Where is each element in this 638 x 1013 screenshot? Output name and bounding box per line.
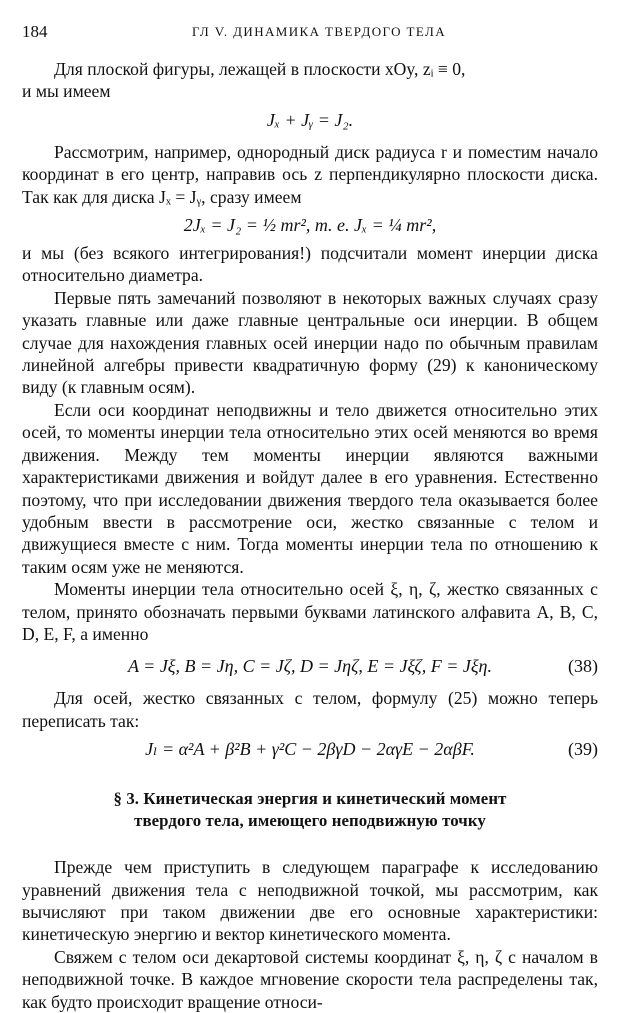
equation-38 xyxy=(22,655,598,677)
equation-disk: 2Jₓ = J₂ = ½ mr², т. е. Jₓ = ¼ mr², xyxy=(183,215,437,236)
page-body xyxy=(22,58,598,1013)
equation-39 xyxy=(22,738,598,760)
paragraph-notation: Моменты инерции тела относительно осей ξ, η, ζ, жестко связанных с телом, принято обозначать первыми буквами латинского алфавита A, B, C, D, E, F, а именно xyxy=(22,579,598,644)
paragraph-plane-figure-line1: Для плоской фигуры, лежащей в плоскости xOy, zᵢ ≡ 0, xyxy=(54,59,466,79)
section-heading-line2: твердого тела, имеющего неподвижную точку xyxy=(134,811,486,831)
section-heading xyxy=(22,788,598,832)
equation-39-body: Jₗ = α²A + β²B + γ²C − 2βγD − 2αγE − 2αβF. xyxy=(145,739,475,760)
equation-38-body: A = Jξ, B = Jη, C = Jζ, D = Jηζ, E = Jξζ, F = Jξη. xyxy=(128,656,492,677)
page-number: 184 xyxy=(22,22,48,41)
paragraph-remarks: Первые пять замечаний позволяют в некоторых важных случаях сразу указать главные или даже главные центральные оси инерции. В общем случае для нахождения главных осей инерции надо по обычным правилам линейной алгебры привести квадратичную форму (29) к каноническому виду (к главным осям). xyxy=(22,287,598,398)
paragraph-intro-section3: Прежде чем приступить в следующем параграфе к исследованию уравнений движения тела с неподвижной точкой, мы рассмотрим, как вычисляют при таком движении две его основные характеристики: кинетическую энергию и вектор кинетического момента. xyxy=(22,857,598,945)
paragraph-plane-figure xyxy=(22,58,598,80)
paragraph-formula-25: Для осей, жестко связанных с телом, формулу (25) можно теперь переписать так: xyxy=(22,688,598,731)
equation-38-number: (38) xyxy=(568,656,598,677)
paragraph-disk-result: и мы (без всякого интегрирования!) подсчитали момент инерции диска относительно диаметра. xyxy=(22,243,598,286)
paragraph-disk: Рассмотрим, например, однородный диск радиуса r и поместим начало координат в его центр, направив ось z перпендикулярно плоскости диска. Так как для диска Jₓ = Jᵧ, сразу имеем xyxy=(22,141,598,207)
running-head: ГЛ V. ДИНАМИКА ТВЕРДОГО ТЕЛА xyxy=(191,24,447,39)
equation-39-number: (39) xyxy=(568,739,598,760)
paragraph-moving-axes: Если оси координат неподвижны и тело движется относительно этих осей, то моменты инерции тела относительно этих осей меняются во время движения. Между тем моменты инерции являются важными характеристиками движения и войдут далее в его уравнения. Естественно поэтому, что при исследовании движения твердого тела оказывается более удобным ввести в рассмотрение оси, жестко связанные с телом и движущиеся вместе с ним. Тогда моменты инерции тела по отношению к таким осям уже не меняются. xyxy=(22,399,598,577)
equation-jx-jy: Jₓ + Jᵧ = J₂. xyxy=(266,109,354,130)
page-header xyxy=(22,22,616,44)
paragraph-plane-figure-cont: и мы имеем xyxy=(22,81,111,102)
section-heading-line1: § 3. Кинетическая энергия и кинетический момент xyxy=(113,789,507,809)
paragraph-axes-fixed-point: Свяжем с телом оси декартовой системы координат ξ, η, ζ с началом в неподвижной точке. В каждое мгновение скорости тела распределены так, как будто происходит вращение относи- xyxy=(22,946,598,1012)
